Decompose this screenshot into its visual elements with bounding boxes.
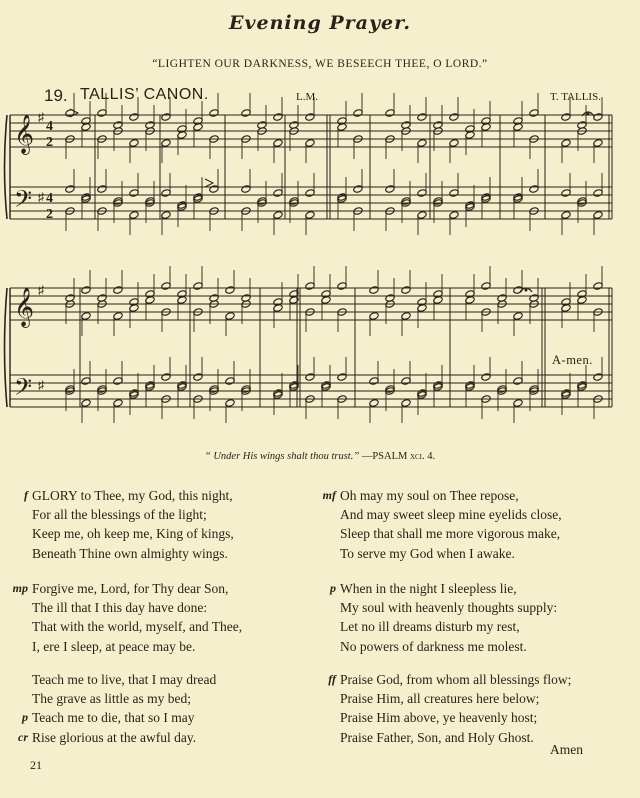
verse-line — [18, 728, 216, 747]
hymn-number: 19. — [44, 86, 68, 105]
line-text: And may sweet sleep mine eyelids close, — [340, 507, 562, 523]
verse-line — [322, 486, 562, 505]
time-signature: 4 — [46, 191, 53, 206]
verse-line — [340, 505, 562, 524]
verse-line — [340, 708, 571, 727]
line-text: Forgive me, Lord, for Thy dear Son, — [32, 581, 229, 596]
verse-line — [340, 598, 557, 617]
line-text: That with the world, myself, and Thee, — [32, 619, 243, 635]
line-text: Praise Father, Son, and Holy Ghost. — [340, 729, 534, 745]
stanza-2 — [12, 579, 243, 656]
verse-line — [32, 637, 242, 656]
sharp-sign: ♯ — [38, 283, 44, 297]
verse-line — [330, 579, 557, 598]
line-text: The ill that I this day have done: — [32, 600, 208, 616]
verse-line — [24, 486, 234, 505]
fermata-dot — [587, 113, 589, 115]
line-text: The grave as little as my bed; — [32, 691, 191, 707]
line-text: Praise Him, all creatures here below; — [340, 691, 540, 707]
line-text: Sleep that shall me more vigorous make, — [340, 526, 561, 542]
amen-label: A-men. — [552, 353, 593, 367]
sharp-sign: ♯ — [38, 190, 44, 204]
dynamic-mark: cr — [18, 729, 28, 744]
line-text: I, ere I sleep, at peace may be. — [32, 638, 196, 654]
page-number: 21 — [30, 758, 42, 772]
stanza-5 — [330, 579, 558, 656]
line-text: Oh may my soul on Thee repose, — [340, 488, 519, 503]
dynamic-mark: mf — [322, 488, 336, 502]
verse-line — [340, 637, 557, 656]
verse-line — [340, 617, 557, 636]
line-text: Teach me to live, that I may dread — [32, 672, 217, 687]
bass-clef: 𝄢 — [14, 185, 33, 218]
fermata-dot — [525, 289, 527, 291]
sharp-sign: ♯ — [38, 110, 44, 124]
verse-line — [32, 524, 234, 543]
amen-tail: Amen — [550, 742, 583, 757]
brace — [5, 288, 8, 407]
verse-line — [32, 689, 216, 708]
scripture-reference: —PSALM xci. 4. — [361, 451, 436, 462]
verse-line — [340, 728, 571, 747]
verse-line — [32, 544, 234, 563]
verse-line — [32, 670, 216, 689]
tune-name: TALLIS’ CANON. — [80, 86, 209, 103]
dynamic-mark: f — [24, 488, 28, 502]
treble-clef: 𝄞 — [14, 114, 35, 154]
page-title: Evening Prayer. — [229, 12, 411, 34]
dynamic-mark: p — [22, 710, 28, 725]
stanza-1 — [24, 486, 234, 563]
line-text: Praise God, from whom all blessings flow; — [340, 672, 572, 687]
sharp-sign: ♯ — [38, 378, 44, 392]
epigraph: “LIGHTEN OUR DARKNESS, WE BESEECH THEE, O LORD.” — [152, 58, 488, 70]
line-text: Rise glorious at the awful day. — [32, 729, 197, 745]
line-text: Keep me, oh keep me, King of kings, — [32, 526, 234, 542]
line-text: No powers of darkness me molest. — [340, 638, 527, 654]
verse-line — [340, 524, 562, 543]
verse-line — [32, 598, 242, 617]
dynamic-mark: mp — [12, 581, 28, 595]
stanza-3 — [18, 670, 217, 747]
scripture-quote — [0, 451, 640, 462]
verse-line — [340, 689, 571, 708]
line-text: Beneath Thine own almighty wings. — [32, 545, 228, 561]
time-signature: 2 — [46, 207, 53, 222]
line-text: Let no ill dreams disturb my rest, — [340, 619, 520, 635]
line-text: When in the night I sleepless lie, — [340, 581, 517, 596]
meter: L.M. — [296, 91, 318, 103]
dynamic-mark: p — [330, 581, 336, 595]
stanza-4 — [322, 486, 562, 563]
line-text: GLORY to Thee, my God, this night, — [32, 488, 233, 503]
line-text: Praise Him above, ye heavenly host; — [340, 710, 538, 726]
verse-line — [12, 579, 242, 598]
composer: T. TALLIS. — [550, 91, 601, 103]
time-signature: 4 — [46, 119, 53, 134]
time-signature: 2 — [46, 135, 53, 150]
bass-clef: 𝄢 — [14, 373, 33, 406]
verse-line — [340, 544, 562, 563]
verse-line — [32, 505, 234, 524]
treble-clef: 𝄞 — [14, 287, 35, 327]
brace — [5, 115, 8, 219]
line-text: Teach me to die, that so I may — [32, 710, 195, 726]
stanza-6 — [328, 670, 572, 747]
dynamic-mark: ff — [328, 672, 336, 686]
line-text: To serve my God when I awake. — [340, 545, 515, 561]
accent-mark — [205, 179, 213, 187]
line-text: My soul with heavenly thoughts supply: — [340, 600, 558, 616]
verse-line — [32, 617, 242, 636]
verse-line — [328, 670, 572, 689]
verse-line — [22, 708, 216, 727]
line-text: For all the blessings of the light; — [32, 507, 207, 523]
scripture-text: “ Under His wings shalt thou trust.” — [204, 451, 360, 462]
